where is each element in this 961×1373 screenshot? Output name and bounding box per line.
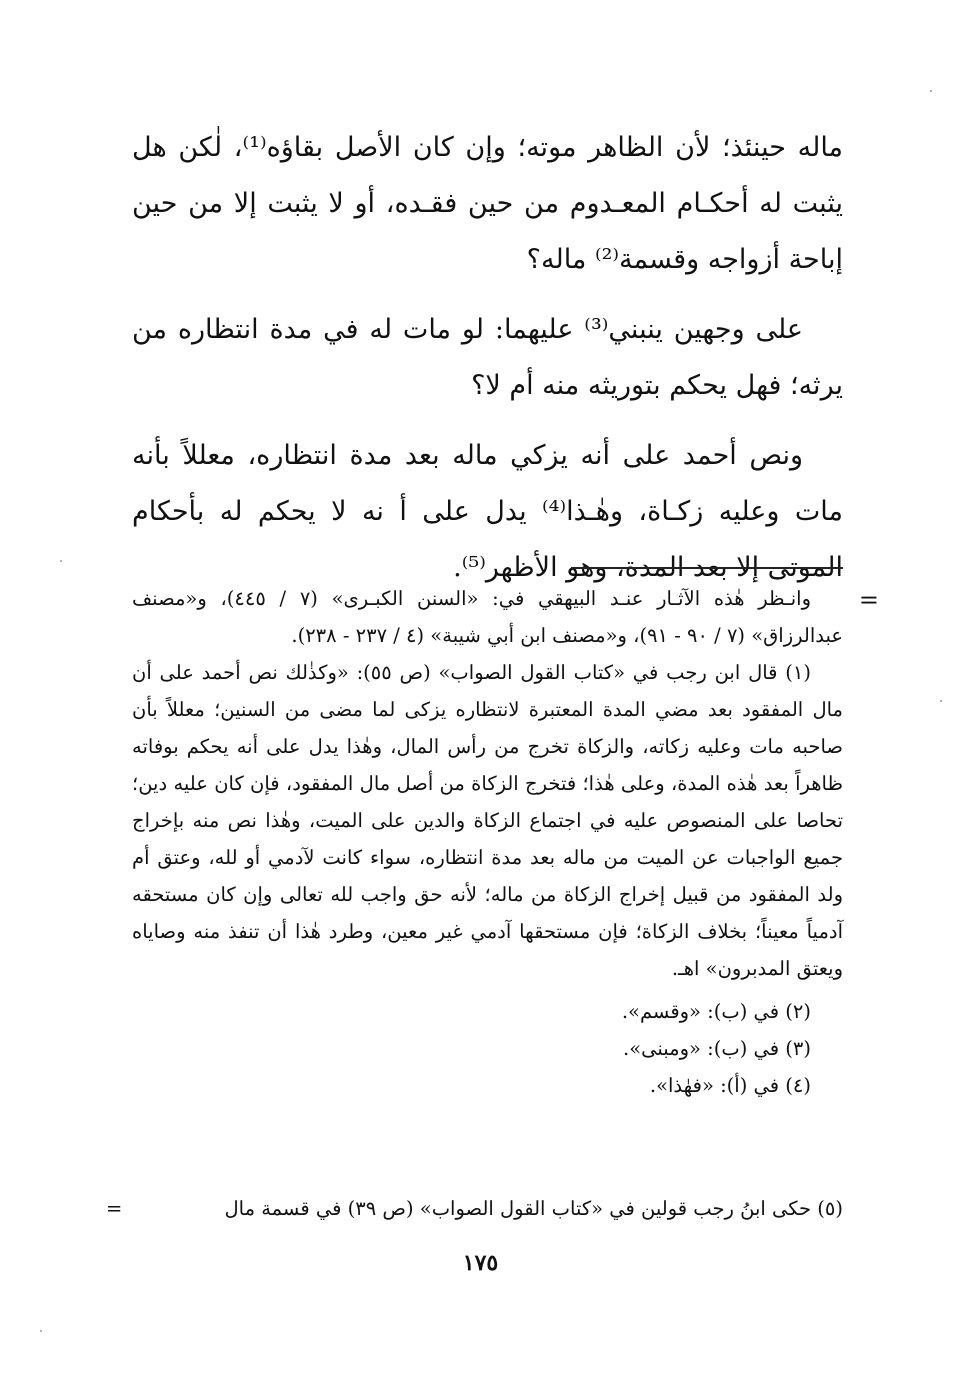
paragraph-2: على وجهين ينبني⁽³⁾ عليهما: لو مات له في مدة انتظاره من يرثه؛ فهل يحكم بتوريثه منه أم لا؟ [132, 314, 843, 401]
footnotes [132, 580, 843, 1104]
scan-speck [930, 90, 932, 92]
footnote-5: (٥) حكى ابنُ رجب قولين في «كتاب القول الصواب» (ص ٣٩) في قسمة مال [224, 1197, 843, 1220]
scan-speck [40, 1330, 42, 1332]
footnote-continuation-mark: = [858, 586, 879, 614]
paragraph-3: ونص أحمد على أنه يزكي ماله بعد مدة انتظاره، معللاً بأنه مات وعليه زكـاة، وهٰـذا⁽⁴⁾ يدل على أ نه لا يحكم له بأحكام الموتى إلا بعد المدة، وهو الأظهر⁽⁵⁾. [132, 440, 843, 583]
scan-speck [940, 700, 942, 702]
footnote-5-continuation-mark: = [106, 1197, 123, 1220]
footnote-3: (٣) في (ب): «ومبنى». [623, 1037, 811, 1060]
scan-speck [60, 560, 62, 562]
footnote-5-line [106, 1190, 843, 1227]
main-text [132, 120, 843, 596]
footnote-separator [571, 567, 843, 569]
footnote-4: (٤) في (أ): «فهٰذا». [649, 1074, 811, 1097]
footnote-continued: وانـظر هٰذه الآثـار عنـد البيهقي في: «السنن الكبـرى» (٧ / ٤٤٥)، و«مصنف عبدالرزاق» (٧ / ٩٠ - ٩١)، و«مصنف ابن أبي شيبة» (٤ / ٢٣٧ - ٢٣٨). [132, 587, 843, 647]
paragraph-1: ماله حينئذ؛ لأن الظاهر موته؛ وإن كان الأصل بقاؤه⁽¹⁾، لٰكن هل يثبت له أحكـام المعـدوم من حين فقـده، أو لا يثبت إلا من حين إباحة أزواجه وقسمة⁽²⁾ ماله؟ [132, 132, 844, 275]
footnote-2: (٢) في (ب): «وقسم». [621, 1000, 811, 1023]
page-number: ١٧٥ [462, 1250, 499, 1276]
footnote-1: (١) قال ابن رجب في «كتاب القول الصواب» (ص ٥٥): «وكذٰلك نص أحمد على أن مال المفقود بعد مضي المدة المعتبرة لانتظاره يزكى لما مضى من السنين؛ معللاً بأن صاحبه مات وعليه زكاته، والزكاة تخرج من رأس المال، وهٰذا يدل على أنه يحكم بوفاته ظاهراً بعد هٰذه المدة، وعلى هٰذا؛ فتخرج الزكاة من أصل مال المفقود، فإن كان عليه دين؛ تحاصا على المنصوص عليه في اجتماع الزكاة والدين على الميت، وهٰذا نص منه بإخراج جميع الواجبات عن الميت من ماله بعد مدة انتظاره، سواء كانت لآدمي أو لله، وعتق أم ولد المفقود من قبيل إخراج الزكاة من ماله؛ لأنه حق واجب لله تعالى وإن كان مستحقه آدمياً معيناً؛ بخلاف الزكاة؛ فإن مستحقها آدمي غير معين، وطرد هٰذا أن تنفذ منه وصاياه ويعتق المدبرون» اهـ. [132, 661, 843, 980]
